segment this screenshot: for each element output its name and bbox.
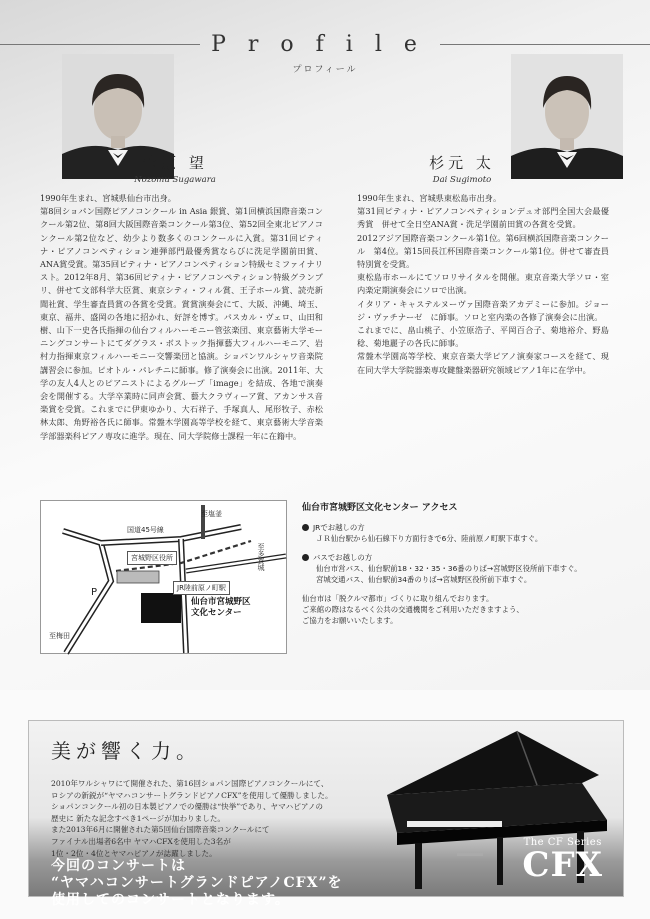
artist1-name-jp: 菅原 望 (142, 154, 208, 172)
access-jr-heading-text: JRでお越しの方 (313, 523, 365, 532)
promo-headline: 美が響く力。 (51, 739, 201, 763)
promo-concert-line: 今回のコンサートは (51, 858, 186, 874)
map-label-tagajo: 至多賀城 (257, 543, 265, 571)
access-bus-text: 宮城交通バス、仙台駅前34番のりば→宮城野区役所前下車すぐ。 (316, 575, 532, 584)
artist2-bio (357, 192, 609, 377)
promo-body-line: 歴史に 新たな記念すべき1ページが加わりました。 (51, 813, 226, 823)
access-bus-heading-text: バスでお越しの方 (313, 553, 373, 562)
cfx-brand (522, 837, 603, 885)
promo-body-line: ファイナル出場者6名中 ヤマハCFXを使用した3名が (51, 836, 231, 846)
access-note: ご来館の際はなるべく公共の交通機関をご利用いただきますよう、 (302, 605, 524, 614)
map-roads (41, 501, 286, 653)
artist2-photo (511, 54, 623, 179)
access-info (302, 500, 602, 626)
brand-series: The CF Series (523, 837, 602, 848)
promo-body-line: 2010年ワルシャワにて開催された、第16回ショパン国際ピアノコンクールにて、 (51, 779, 329, 788)
access-section (40, 500, 610, 680)
map-label-umeda: 至梅田 (49, 632, 70, 640)
promo-concert-line: 使用してのコンサートとなります。 (51, 892, 290, 908)
artist1-name-en: Nozomu Sugawara (134, 175, 216, 185)
map-parking: P (91, 587, 98, 598)
promo-body-line: ショパンコンクール初の日本製ピアノでの優勝は“快挙”であり、ヤマハピアノの (51, 802, 324, 812)
promo-body-line: 1位・2位・4位とヤマハピアノが誌躍しました。 (51, 848, 217, 858)
artist1-name (120, 152, 230, 185)
artist1-bio-line: 第8回ショパン国際ピアノコンクール in Asia 銀賞、第1回横浜国際音楽コンクール第2位、第8回大阪国際音楽コンクール第3位、第52回全東北ピアノコンクール第2位など、幼少より数多くのコンクールに入賞。第31回ピティナ・ピアノコンペティション連弾部門最優秀賞ならびに洗足学園前田賞、ANA賞受賞。第35回ピティナ・ピアノコンペティション特級セミファイナリスト。2012年8月、第36回ピティナ・ピアノコンペティション特級グランプリ、併せて文部科学大臣賞、東京シティ・フィル賞、王子ホール賞、読売新聞社賞、学生審査員賞の各賞を受賞。賞賞演奏会にて、大阪、沖縄、埼玉、東京、福井、盛岡の各地に招かれ、好評を博す。パスカル・ヴェロ、山田和樹、山下一史各氏指揮の仙台フィルハーモニー管弦楽団、東京藝術大学モーニングコンサートにてダグラス・ボストック指揮藝大フィルハーモニア、岩村力指揮東京フィルハーモニー交響楽団と協演。ショパンワルシャワ音楽院講習会に参加。ピオトル・パレチニに師事。修了演奏会に出演。2011年、大学の友人4人とのピアニストによるグループ「image」を結成、各地で演奏会を開催する。大学卒業時に同声会賞、藝大クラヴィーア賞、アカンサス音楽賞を受賞。これまでに伊東ゆかり、大石祥子、手塚真人、尾形牧子、赤松林太郎、角野裕各氏に師事。常盤木学園高等学校を経て、東京藝術大学音楽学部器楽科ピアノ専攻に進学。現在、同大学院修士課程一年に在籍中。 (40, 206, 323, 441)
access-title: 仙台市宮城野区文化センター アクセス (302, 503, 458, 513)
artist2-bio-line: 1990年生まれ、宮城県東松島市出身。 (357, 193, 502, 203)
access-bus-heading (302, 552, 602, 563)
promo-body-line: また2013年6月に開催された第5回仙台国際音楽コンクールにて (51, 825, 270, 835)
artist2-bio-line: 常盤木学園高等学校、東京音楽大学ピアノ演奏家コースを経て、現在同大学大学院器楽専攻鍵盤楽器研究領域ピアノ1年に在学中。 (357, 351, 609, 375)
map-venue-line2: 文化センター (191, 608, 242, 618)
access-bus-text: 仙台市営バス、仙台駅前18・32・35・36番のりば→宮城野区役所前下車すぐ。 (316, 564, 582, 573)
bullet-icon (302, 524, 309, 531)
page-subtitle: プロフィール (292, 65, 358, 75)
artist2-bio-line: 第31回ピティナ・ピアノコンペティションデュオ部門全国大会最優秀賞 併せて全日空ANA賞・洗足学園前田賞の各賞を受賞。 (357, 206, 609, 230)
artist1-bio-line: 1990年生まれ、宮城県仙台市出身。 (40, 193, 176, 203)
map-label-station: JR陸前原ノ町駅 (173, 581, 230, 595)
artist2-name-jp: 杉元 太 (429, 154, 495, 172)
artist2-bio-line: これまでに、畠山桃子、小笠原浩子、平岡百合子、菊地裕介、野島稔、菊地麗子の各氏に師事。 (357, 325, 609, 349)
access-note: 仙台市は「脱クルマ都市」づくりに取り組んでおります。 (302, 594, 494, 603)
brand-model: CFX (522, 845, 603, 885)
access-jr-heading (302, 522, 602, 533)
access-jr-text: ＪＲ仙台駅から仙石線下り方面行きで6分、陸前原ノ町駅下車すぐ。 (316, 534, 543, 543)
bullet-icon (302, 554, 309, 561)
yamaha-promo (28, 720, 624, 908)
artist2-name (412, 152, 512, 185)
map-label-road45: 国道45号線 (127, 526, 164, 534)
artist2-bio-line: 2012アジア国際音楽コンクール第1位。第6回横浜国際音楽コンクール 第4位。第15回長江杯国際音楽コンクール第1位。併せて審査員特別賞を受賞。 (357, 232, 609, 270)
access-map (40, 500, 287, 654)
artist2-bio-line: 東松島市ホールにてソロリサイタルを開催。東京音楽大学ソロ・室内楽定期演奏会にソロで出演。 (357, 272, 609, 296)
map-label-ward-office: 宮城野区役所 (127, 551, 177, 565)
promo-concert-line: “ヤマハコンサートグランドピアノCFX”を (51, 875, 343, 891)
artist2-bio-line: イタリア・キャステルヌーヴァ国際音楽アカデミーに参加。ジョージ・ヴァチナーゼ に師事。ソロと室内楽の各修了演奏会に出演。 (357, 298, 609, 322)
map-venue-label (191, 597, 251, 619)
promo-body-line: ロシアの新鋭が“ヤマハコンサートグランドピアノCFX”を使用して優勝しました。 (51, 790, 333, 800)
map-label-shiogama: 至塩釜 (201, 510, 222, 518)
artist2-name-en: Dai Sugimoto (432, 175, 492, 185)
map-venue-line1: 仙台市宮城野区 (191, 597, 251, 607)
access-note: ご協力をお願いいたします。 (302, 616, 398, 625)
page-title: Profile (211, 32, 439, 57)
promo-concert (51, 858, 391, 909)
promo-body (51, 778, 381, 859)
artist1-bio (40, 192, 323, 443)
